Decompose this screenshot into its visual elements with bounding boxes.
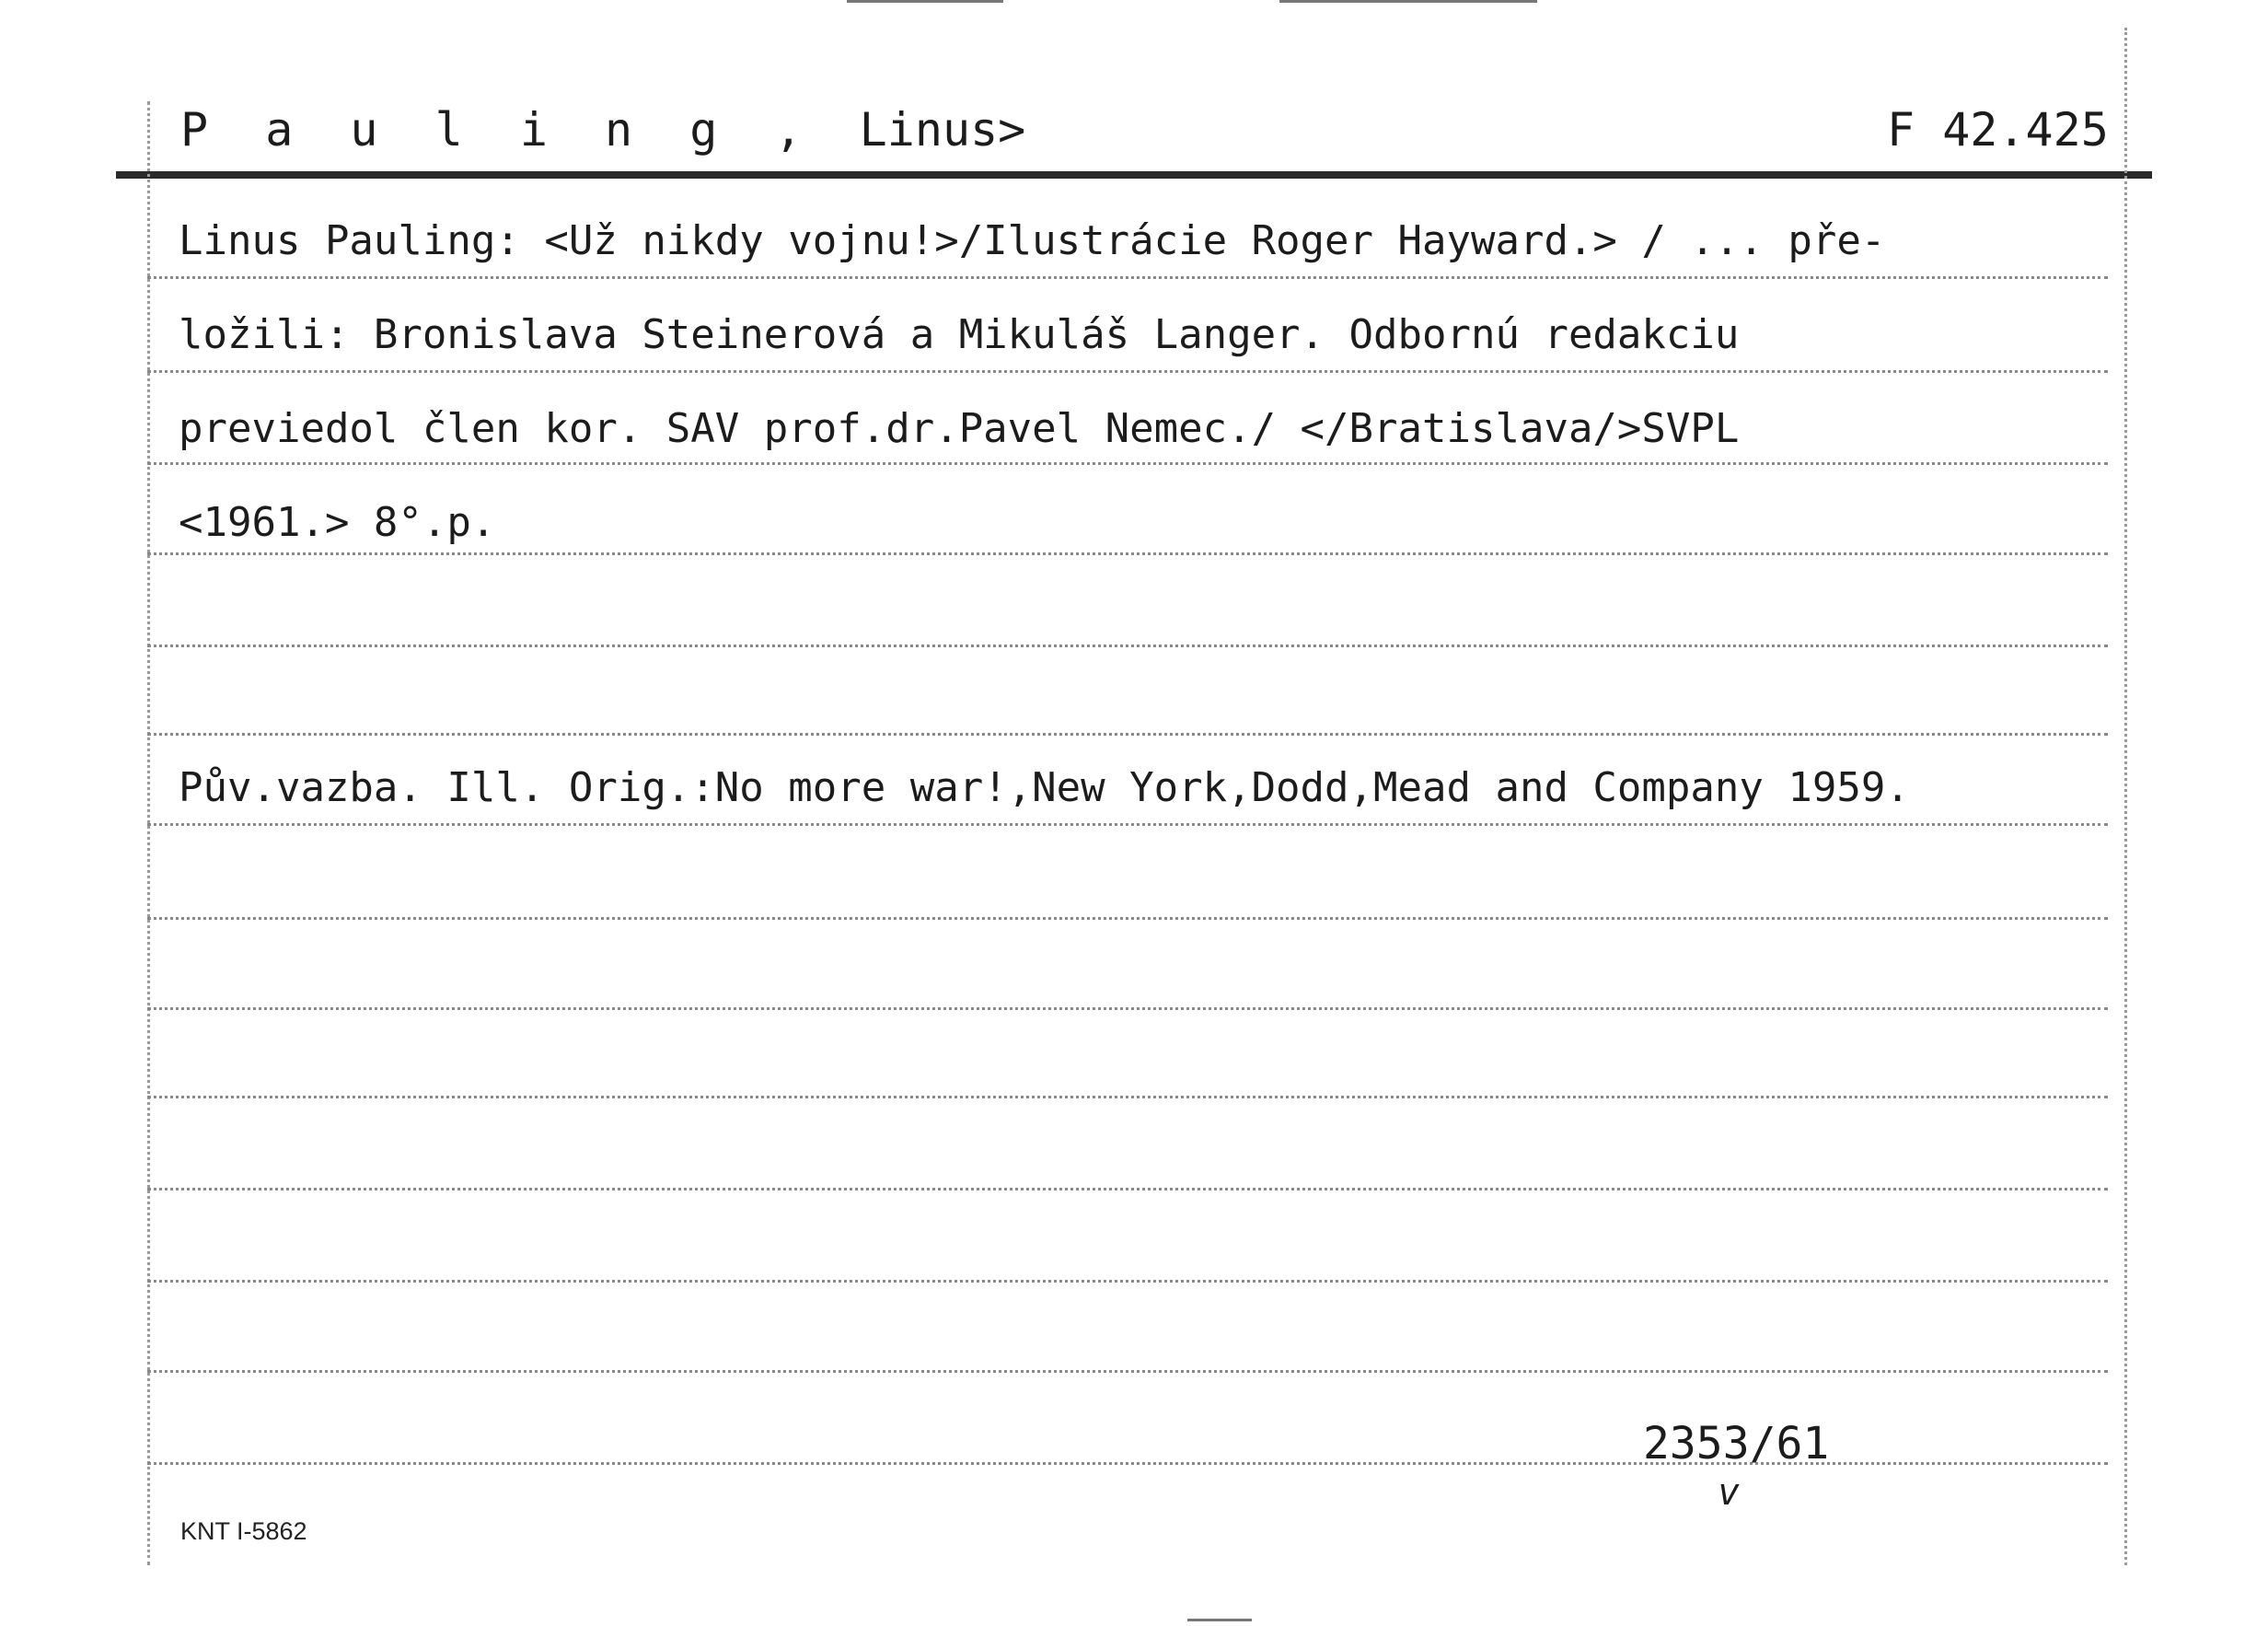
left-margin-line <box>147 101 150 1565</box>
notes-line: Pův.vazba. Ill. Orig.:No more war!,New York,Dodd,Mead and Company 1959. <box>179 764 1910 811</box>
ruled-line <box>147 552 2108 555</box>
ruled-line <box>147 370 2108 373</box>
heading-author <box>180 103 1025 157</box>
scan-mark <box>1187 1619 1252 1621</box>
ruled-line <box>147 1007 2108 1010</box>
ruled-line <box>147 645 2108 647</box>
ruled-line <box>147 1096 2108 1098</box>
ruled-line <box>147 1370 2108 1373</box>
scan-mark <box>847 0 1003 3</box>
description-line-1: Linus Pauling: <Už nikdy vojnu!>/Ilustrácie Roger Hayward.> / ... pře- <box>179 217 1886 264</box>
right-margin-line <box>2124 28 2127 1565</box>
heading-rule <box>116 171 2152 179</box>
call-number: F 42.425 <box>1887 103 2109 157</box>
description-line-2: ložili: Bronislava Steinerová a Mikuláš Langer. Odbornú redakciu <box>179 311 1740 358</box>
ruled-line <box>147 823 2108 826</box>
description-line-3: previedol člen kor. SAV prof.dr.Pavel Nemec./ </Bratislava/>SVPL <box>179 405 1740 452</box>
scan-mark <box>1279 0 1537 3</box>
ruled-line <box>147 733 2108 736</box>
heading-given-name: Linus> <box>859 103 1026 157</box>
ruled-line <box>147 276 2108 279</box>
form-code: KNT I-5862 <box>180 1517 307 1545</box>
ruled-line <box>147 1280 2108 1283</box>
accession-number: 2353/61 <box>1643 1418 1830 1469</box>
check-mark: v <box>1718 1471 1741 1514</box>
ruled-line <box>147 1188 2108 1190</box>
heading-surname: P a u l i n g , <box>180 103 817 157</box>
ruled-line <box>147 462 2108 465</box>
ruled-line <box>147 917 2108 920</box>
description-line-4: <1961.> 8°.p. <box>179 499 496 546</box>
